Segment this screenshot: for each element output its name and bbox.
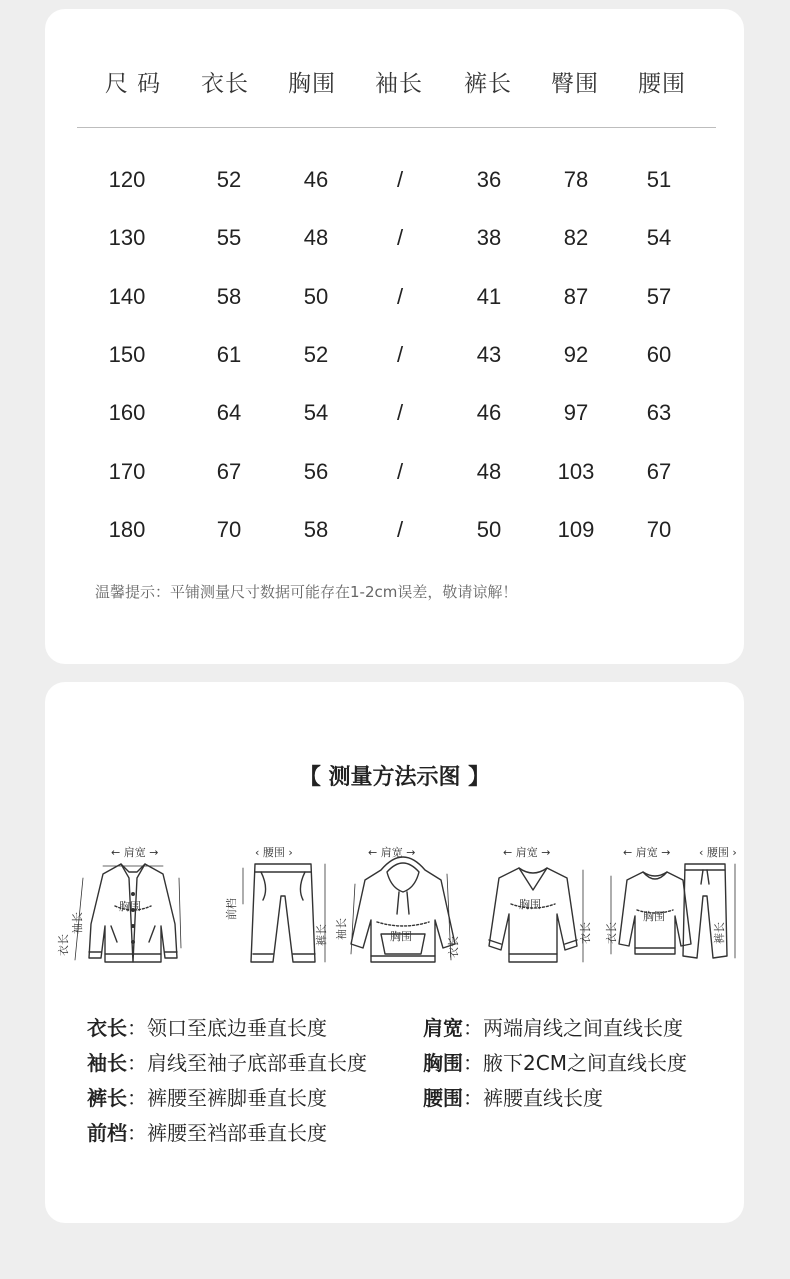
measure-title: 【 测量方法示图 】 bbox=[298, 765, 491, 790]
table-cell: 50 bbox=[476, 517, 502, 542]
legend-sleeve: 袖长：肩线至袖子底部垂直长度 bbox=[87, 1051, 367, 1075]
jacket-sleeve-label: 袖长 bbox=[71, 912, 84, 934]
table-cell: / bbox=[396, 517, 404, 542]
table-row bbox=[45, 342, 744, 372]
table-cell: 70 bbox=[646, 517, 672, 542]
table-cell: 67 bbox=[216, 459, 242, 484]
table-cell: 150 bbox=[108, 342, 146, 367]
table-cell: 57 bbox=[646, 284, 672, 309]
table-cell: 67 bbox=[646, 459, 672, 484]
table-row bbox=[45, 225, 744, 255]
pants-length-label: 裤长 bbox=[315, 924, 328, 946]
legend-shoulder: 肩宽：两端肩线之间直线长度 bbox=[423, 1016, 683, 1040]
header-size: 尺 码 bbox=[104, 71, 162, 97]
sweater-shoulder-label: ← 肩宽 → bbox=[503, 846, 551, 859]
sweater-icon bbox=[489, 868, 583, 962]
table-cell: 50 bbox=[303, 284, 329, 309]
table-cell: 54 bbox=[646, 225, 672, 250]
table-cell: 54 bbox=[303, 400, 329, 425]
table-row bbox=[45, 400, 744, 430]
table-cell: / bbox=[396, 400, 404, 425]
table-cell: 56 bbox=[303, 459, 329, 484]
table-cell: 38 bbox=[476, 225, 502, 250]
hoodie-sleeve-label: 袖长 bbox=[335, 918, 348, 940]
table-cell: 48 bbox=[476, 459, 502, 484]
table-cell: 92 bbox=[563, 342, 589, 367]
size-table-card bbox=[45, 9, 744, 664]
sweater-length-label: 衣长 bbox=[579, 922, 592, 944]
hoodie-icon bbox=[351, 857, 455, 962]
table-cell: 46 bbox=[476, 400, 502, 425]
header-divider bbox=[77, 127, 716, 128]
table-cell: 51 bbox=[646, 167, 672, 192]
size-table-header bbox=[45, 9, 744, 127]
tracksuit-chest-label: 胸围 bbox=[643, 910, 665, 923]
table-row bbox=[45, 167, 744, 197]
legend-pants-length: 裤长：裤腰至裤脚垂直长度 bbox=[87, 1086, 327, 1110]
hoodie-length-label: 衣长 bbox=[447, 936, 460, 958]
table-cell: 78 bbox=[563, 167, 589, 192]
table-cell: 55 bbox=[216, 225, 242, 250]
jacket-icon bbox=[75, 864, 181, 962]
tracksuit-waist-label: ‹ 腰围 › bbox=[699, 846, 737, 859]
table-cell: 64 bbox=[216, 400, 242, 425]
table-cell: 43 bbox=[476, 342, 502, 367]
table-cell: / bbox=[396, 225, 404, 250]
table-cell: 48 bbox=[303, 225, 329, 250]
table-row bbox=[45, 284, 744, 314]
measure-guide-card bbox=[45, 682, 744, 1223]
pants-rise-label: 前档 bbox=[225, 898, 238, 920]
pants-waist-label: ‹ 腰围 › bbox=[255, 846, 293, 859]
jacket-length-label: 衣长 bbox=[57, 934, 70, 956]
legend-front-rise: 前档：裤腰至裆部垂直长度 bbox=[87, 1121, 327, 1145]
table-cell: / bbox=[396, 342, 404, 367]
joggers-length-label: 裤长 bbox=[713, 922, 726, 944]
header-waist: 腰围 bbox=[638, 71, 686, 97]
table-cell: 82 bbox=[563, 225, 589, 250]
header-sleeve: 袖长 bbox=[375, 71, 423, 97]
header-hip: 臀围 bbox=[551, 71, 599, 97]
header-pants: 裤长 bbox=[464, 71, 512, 97]
table-cell: 87 bbox=[563, 284, 589, 309]
sweater-chest-label: 胸围 bbox=[519, 898, 541, 911]
table-cell: 36 bbox=[476, 167, 502, 192]
table-cell: 120 bbox=[108, 167, 146, 192]
table-cell: 180 bbox=[108, 517, 146, 542]
table-cell: / bbox=[396, 167, 404, 192]
table-row bbox=[45, 459, 744, 489]
jacket-chest-label: 胸围 bbox=[119, 900, 141, 913]
table-cell: 170 bbox=[108, 459, 146, 484]
pants-icon bbox=[243, 864, 325, 962]
table-cell: 60 bbox=[646, 342, 672, 367]
legend-waist: 腰围：裤腰直线长度 bbox=[423, 1086, 603, 1110]
table-cell: 130 bbox=[108, 225, 146, 250]
table-cell: 140 bbox=[108, 284, 146, 309]
garment-diagrams bbox=[57, 834, 737, 974]
jacket-shoulder-label: ← 肩宽 → bbox=[111, 846, 159, 859]
table-cell: 70 bbox=[216, 517, 242, 542]
table-cell: 58 bbox=[303, 517, 329, 542]
tracksuit-shoulder-label: ← 肩宽 → bbox=[623, 846, 671, 859]
table-cell: / bbox=[396, 459, 404, 484]
hoodie-chest-label: 胸围 bbox=[390, 930, 412, 943]
header-chest: 胸围 bbox=[288, 71, 336, 97]
measurement-tip: 温馨提示：平铺测量尺寸数据可能存在1-2cm误差，敬请谅解！ bbox=[95, 583, 518, 601]
table-cell: 52 bbox=[216, 167, 242, 192]
header-length: 衣长 bbox=[201, 71, 249, 97]
legend-body-length: 衣长：领口至底边垂直长度 bbox=[87, 1016, 327, 1040]
table-cell: 52 bbox=[303, 342, 329, 367]
table-cell: 97 bbox=[563, 400, 589, 425]
table-cell: 58 bbox=[216, 284, 242, 309]
table-row bbox=[45, 517, 744, 547]
table-cell: 61 bbox=[216, 342, 242, 367]
table-cell: / bbox=[396, 284, 404, 309]
legend-chest: 胸围：腋下2CM之间直线长度 bbox=[423, 1051, 687, 1075]
table-cell: 41 bbox=[476, 284, 502, 309]
hoodie-shoulder-label: ← 肩宽 → bbox=[368, 846, 416, 859]
table-cell: 160 bbox=[108, 400, 146, 425]
table-cell: 103 bbox=[557, 459, 595, 484]
table-cell: 46 bbox=[303, 167, 329, 192]
tracksuit-length-label: 衣长 bbox=[605, 922, 618, 944]
table-cell: 63 bbox=[646, 400, 672, 425]
garment-illustration bbox=[57, 834, 737, 974]
table-cell: 109 bbox=[557, 517, 595, 542]
